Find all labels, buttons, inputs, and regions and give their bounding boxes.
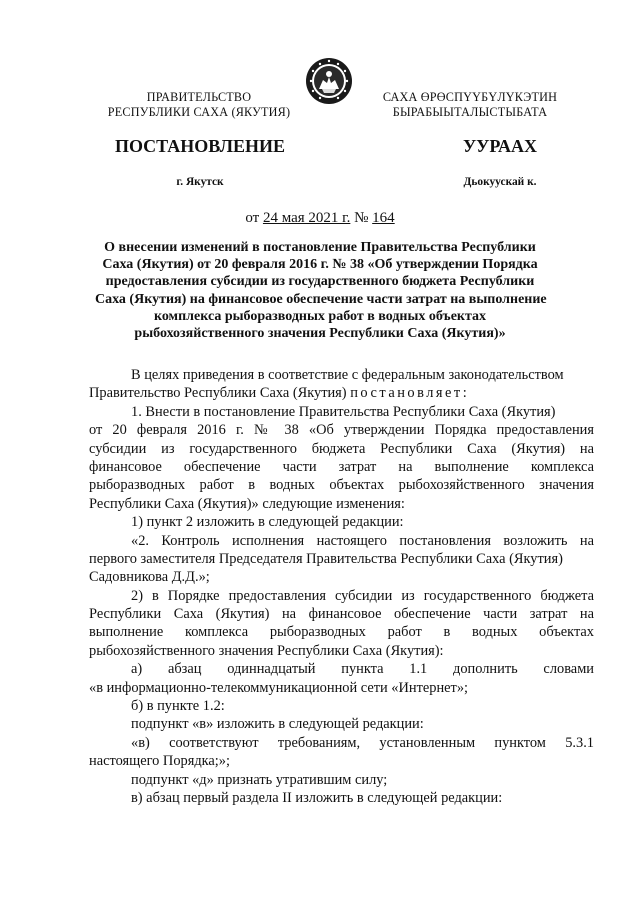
org-name-ru — [90, 90, 308, 120]
body-line: финансовое обеспечение части затрат на выполнение комплекса — [89, 458, 594, 475]
body-line: настоящего Порядка;»; — [89, 753, 230, 770]
org-name-sah-line1: САХА ӨРӨСПҮҮБҮЛҮКЭТИН — [382, 90, 558, 104]
body-line: первого заместителя Председателя Правительства Республики Саха (Якутия) — [89, 550, 563, 567]
body-line: «в информационно-телекоммуникационной сети «Интернет»; — [89, 679, 469, 696]
body-line — [89, 384, 594, 402]
body-line: 2) в Порядке предоставления субсидии из государственного бюджета — [131, 587, 594, 604]
title-line: комплекса рыборазводных работ в водных объектах — [153, 308, 487, 324]
body-line: рыборазводных работ в водных объектах рыбохозяйственного значения — [89, 477, 594, 494]
body-line: субсидии из государственного бюджета Республики Саха (Якутия) на — [89, 440, 594, 457]
body-line: 1) пункт 2 изложить в следующей редакции: — [131, 514, 404, 531]
decree-date-line — [0, 210, 640, 227]
body-line: б) в пункте 1.2: — [131, 698, 225, 715]
title-line: Саха (Якутия) на финансовое обеспечение части затрат на выполнение — [95, 291, 547, 307]
body-line: В целях приведения в соответствие с федеральным законодательством — [131, 367, 564, 383]
body-line: в) абзац первый раздела II изложить в следующей редакции: — [131, 789, 503, 806]
org-name-ru-line2: РЕСПУБЛИКИ САХА (ЯКУТИЯ) — [107, 105, 291, 119]
doctype-ru: ПОСТАНОВЛЕНИЕ — [114, 136, 286, 156]
org-name-sah — [350, 90, 590, 120]
body-line: а) абзац одиннадцатый пункта 1.1 дополнить словами — [131, 661, 594, 678]
title-line: О внесении изменений в постановление Правительства Республики — [104, 240, 536, 255]
decree-title — [95, 239, 545, 342]
body-line: 1. Внести в постановление Правительства Республики Саха (Якутия) — [131, 403, 556, 420]
decree-body — [89, 366, 594, 807]
number-prefix: № — [354, 210, 369, 226]
body-line: «2. Контроль исполнения настоящего постановления возложить на — [131, 532, 594, 549]
org-name-sah-line2: БЫРАБЫЫТАЛЫСТЫБАТА — [392, 105, 548, 119]
body-line: рыбохозяйственного значения Республики Саха (Якутия): — [89, 642, 444, 659]
title-line: рыбохозяйственного значения Республики Саха (Якутия)» — [134, 326, 506, 342]
doctype-sah: УУРААХ — [462, 136, 538, 156]
body-line: Республики Саха (Якутия) на финансовое обеспечение части затрат на — [89, 606, 594, 623]
body-line: подпункт «д» признать утратившим силу; — [131, 771, 388, 788]
city-sah: Дьокуускай к. — [463, 176, 537, 188]
org-name-ru-line1: ПРАВИТЕЛЬСТВО — [146, 90, 252, 104]
title-line: Саха (Якутия) от 20 февраля 2016 г. № 38 «Об утверждении Порядка — [102, 257, 538, 273]
body-line: Садовникова Д.Д.»; — [89, 569, 210, 586]
body-line: «в) соответствуют требованиям, установленным пунктом 5.3.1 — [131, 734, 594, 751]
title-line: предоставления субсидии из государственного бюджета Республики — [105, 274, 535, 290]
body-line: подпункт «в» изложить в следующей редакции: — [131, 716, 424, 733]
city-ru: г. Якутск — [176, 176, 224, 188]
date-prefix: от — [245, 210, 260, 226]
body-text: Правительство Республики Саха (Якутия) — [89, 385, 347, 402]
coat-of-arms-icon — [305, 56, 353, 106]
body-line: Республики Саха (Якутия)» следующие изменения: — [89, 495, 405, 512]
body-text-spaced: постановляет: — [350, 385, 470, 402]
decree-number: 164 — [372, 210, 395, 226]
body-line: от 20 февраля 2016 г. № 38 «Об утверждении Порядка предоставления — [89, 422, 594, 439]
decree-date: 24 мая 2021 г. — [262, 210, 351, 226]
body-line: выполнение комплекса рыборазводных работ в водных объектах — [89, 624, 594, 641]
